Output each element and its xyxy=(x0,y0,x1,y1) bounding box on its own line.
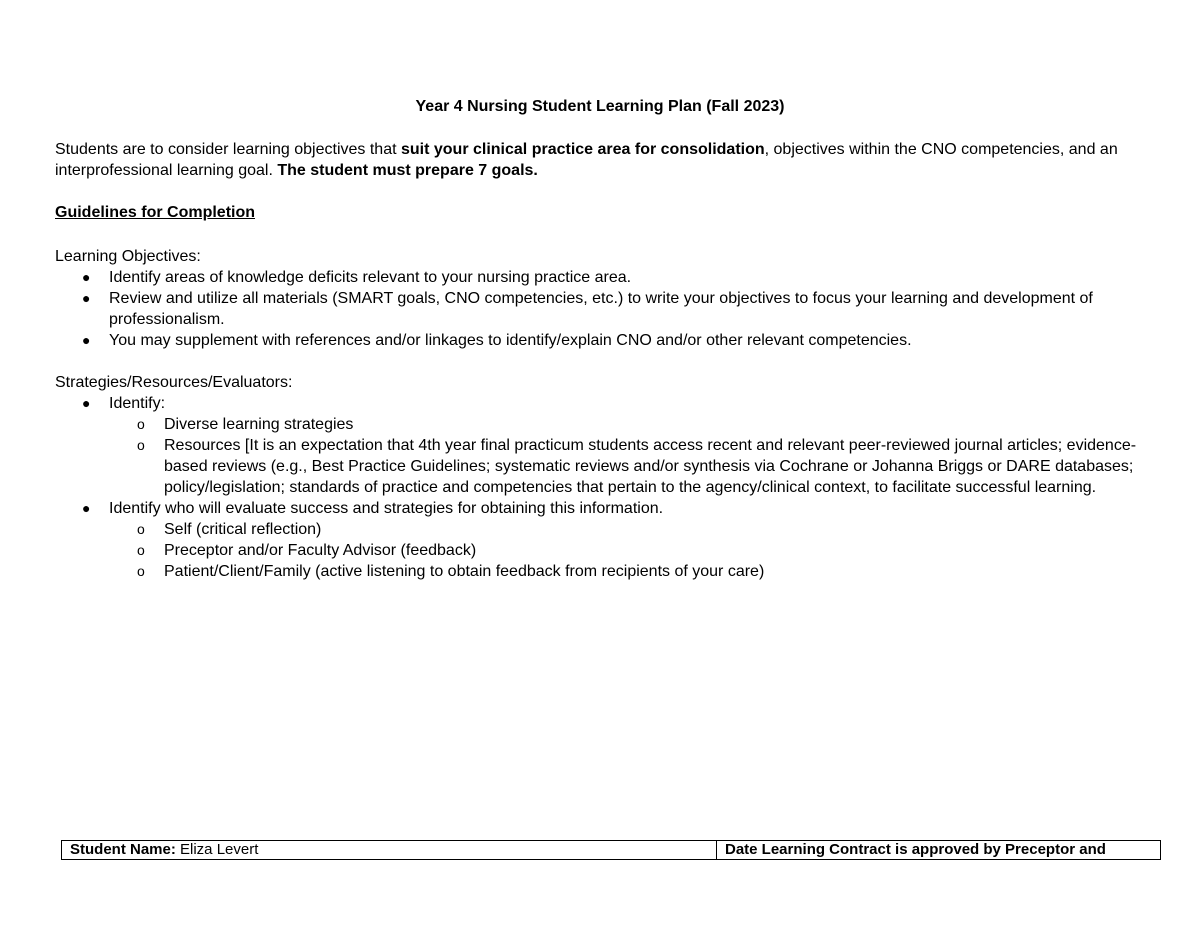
list-subitem xyxy=(55,414,1145,435)
learning-objectives-label: Learning Objectives: xyxy=(55,248,201,265)
hollow-bullet-icon: o xyxy=(137,437,145,453)
list-item-text: Identify who will evaluate success and strategies for obtaining this information. xyxy=(109,500,664,517)
list-subitem-text: Self (critical reflection) xyxy=(164,521,322,538)
strategies-label: Strategies/Resources/Evaluators: xyxy=(55,374,293,391)
list-item xyxy=(55,267,1145,288)
hollow-bullet-icon: o xyxy=(137,563,145,579)
list-subitem xyxy=(55,540,1145,561)
approval-date-label: Date Learning Contract is approved by Preceptor and xyxy=(725,841,1106,858)
intro-bold-1: suit your clinical practice area for consolidation xyxy=(400,141,765,158)
hollow-bullet-icon: o xyxy=(137,416,145,432)
hollow-bullet-icon: o xyxy=(137,542,145,558)
bullet-icon: ● xyxy=(82,395,91,411)
bullet-icon: ● xyxy=(82,332,91,348)
list-item xyxy=(55,330,1145,351)
list-item-text: Identify areas of knowledge deficits relevant to your nursing practice area. xyxy=(109,269,632,286)
list-subitem-text: Preceptor and/or Faculty Advisor (feedback) xyxy=(164,542,477,559)
approval-date-cell[interactable] xyxy=(717,841,1160,859)
list-subitem xyxy=(55,561,1145,582)
list-subitem xyxy=(55,435,1145,498)
list-item-text: Identify: xyxy=(109,395,166,412)
intro-bold-2: The student must prepare 7 goals. xyxy=(277,162,538,179)
intro-text-1: Students are to consider learning objectives that xyxy=(55,141,401,158)
document-title: Year 4 Nursing Student Learning Plan (Fall 2023) xyxy=(415,98,785,115)
student-name-value: Eliza Levert xyxy=(180,841,259,858)
list-subitem-text: Diverse learning strategies xyxy=(164,416,354,433)
student-info-table xyxy=(61,840,1161,860)
student-name-cell[interactable] xyxy=(62,841,717,859)
list-item xyxy=(55,393,1145,414)
list-item-text: Review and utilize all materials (SMART goals, CNO competencies, etc.) to write your objectives to focus your learning and development of professionalism. xyxy=(109,290,1093,328)
strategies-list xyxy=(55,393,1145,582)
bullet-icon: ● xyxy=(82,290,91,306)
list-item-text: You may supplement with references and/or linkages to identify/explain CNO and/or other relevant competencies. xyxy=(109,332,912,349)
bullet-icon: ● xyxy=(82,269,91,285)
bullet-icon: ● xyxy=(82,500,91,516)
intro-text-2: , objectives within the CNO competencies, and an interprofessional learning goal. xyxy=(55,141,1118,179)
hollow-bullet-icon: o xyxy=(137,521,145,537)
intro-paragraph xyxy=(55,139,1145,181)
student-name-label: Student Name: xyxy=(70,841,176,858)
list-subitem-text: Resources [It is an expectation that 4th year final practicum students access recent and relevant peer-reviewed journal articles; evidence-based reviews (e.g., Best Practice Guidelines; systematic reviews and/or synthesis via Cochrane or Johanna Briggs or DARE databases; policy/legislation; standards of practice and competencies that pertain to the agency/clinical context, to facilitate successful learning. xyxy=(164,437,1137,496)
guidelines-heading: Guidelines for Completion xyxy=(55,204,256,221)
list-subitem xyxy=(55,519,1145,540)
list-item xyxy=(55,498,1145,519)
list-item xyxy=(55,288,1145,330)
list-subitem-text: Patient/Client/Family (active listening to obtain feedback from recipients of your care) xyxy=(164,563,765,580)
learning-objectives-list xyxy=(55,267,1145,351)
